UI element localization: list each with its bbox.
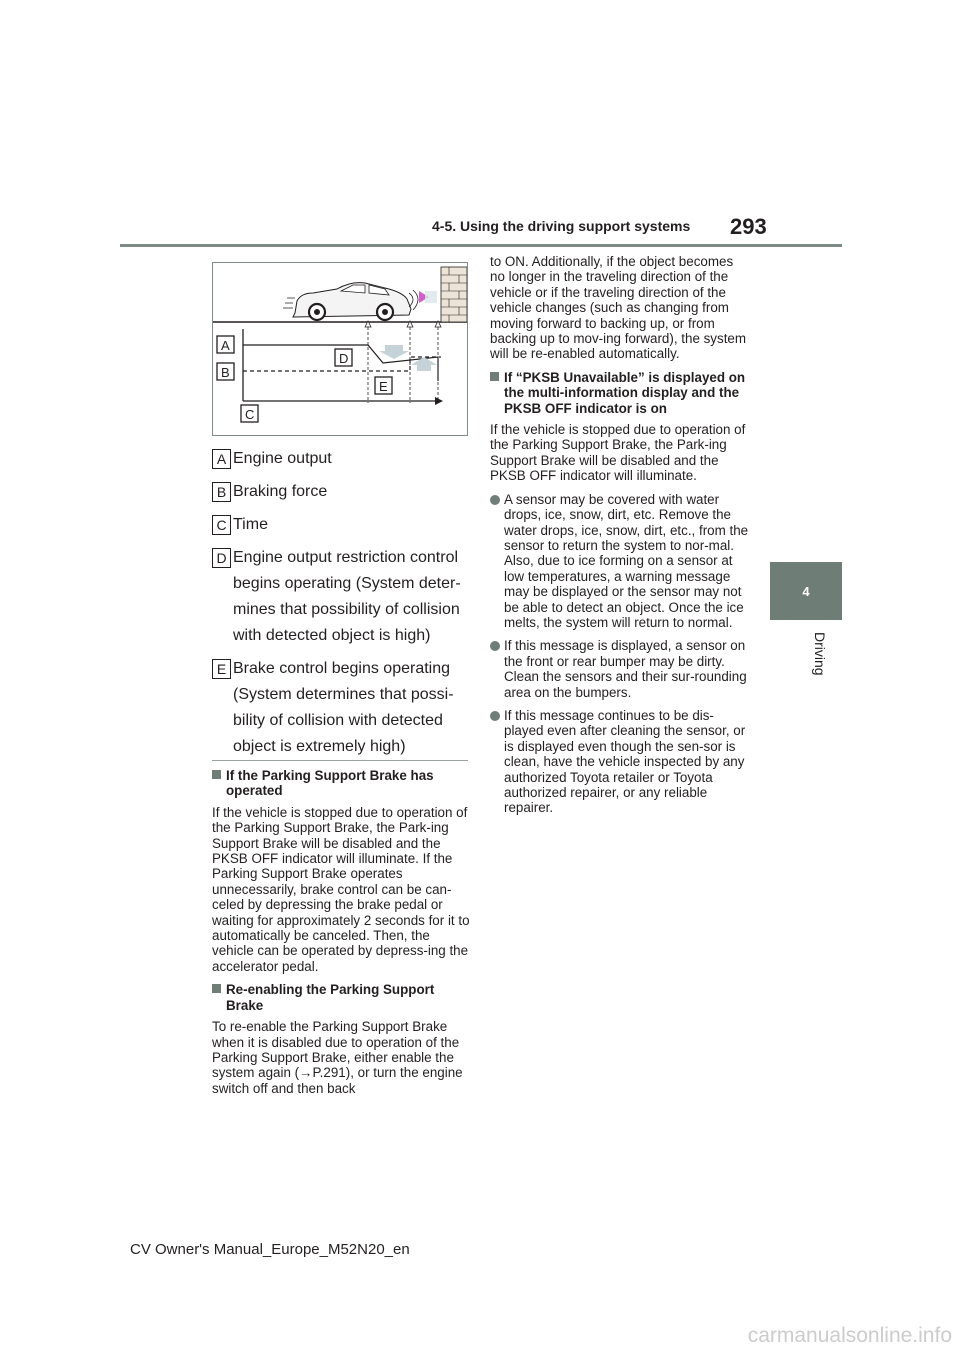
square-bullet-icon	[490, 372, 499, 381]
list-item	[490, 708, 750, 816]
restriction-arrow-icon	[379, 345, 409, 359]
legend-item-d	[212, 545, 472, 649]
label-d: D	[339, 351, 349, 366]
legend-text-e-1: Brake control begins operating	[233, 660, 451, 677]
page-number: 293	[730, 214, 767, 239]
legend-divider	[212, 760, 468, 761]
legend-text-d-2: begins operating (System deter-	[233, 575, 461, 592]
label-b: B	[221, 365, 230, 380]
pksb-diagram	[212, 262, 468, 436]
legend-key-a: A	[212, 449, 231, 469]
paragraph-reenable-cont: to ON. Additionally, if the object becomes no longer in the traveling direction of the vehicle or if the traveling direction of the vehicle changes (such as changing from moving forward to backing up, or from backing up to mov-ing forward), the system will be re-enabled automatically.	[490, 254, 747, 362]
circle-bullet-icon	[490, 495, 500, 505]
paragraph-reenable: To re-enable the Parking Support Brake when it is disabled due to operation of the Parking Support Brake, either enable the system again (→P.291), or turn the engine switch off and then back	[212, 1019, 463, 1096]
legend-key-d: D	[212, 548, 231, 568]
diagram-svg	[213, 263, 467, 435]
label-e: E	[379, 379, 388, 394]
legend-item-e	[212, 656, 472, 760]
section-heading-reenable	[212, 982, 472, 1013]
legend-item-a	[212, 446, 472, 472]
legend-item-b	[212, 479, 472, 505]
legend-text-b: Braking force	[233, 483, 328, 500]
legend-text-d-3: mines that possibility of collision	[233, 601, 460, 618]
section-title: 4-5. Using the driving support systems	[432, 218, 691, 234]
legend-key-e: E	[212, 659, 231, 679]
section-heading-text: If the Parking Support Brake has operated	[226, 768, 434, 799]
legend-key-c: C	[212, 515, 231, 535]
circle-bullet-icon	[490, 641, 500, 651]
right-column	[490, 254, 750, 824]
paragraph-operated: If the vehicle is stopped due to operation of the Parking Support Brake, the Park-ing Support Brake will be disabled and the PKSB OFF indicator will illuminate. If the Parking Support Brake operates unnecessarily, brake control can be can-celed by depressing the brake pedal or waiting for approximately 2 seconds for it to automatically be canceled. Then, the vehicle can be operated by depress-ing the accelerator pedal.	[212, 804, 470, 974]
legend-text-e-4: object is extremely high)	[233, 738, 406, 755]
legend-text-d-1: Engine output restriction control	[233, 549, 459, 566]
chapter-number: 4	[802, 583, 810, 599]
bullet-text: A sensor may be covered with water drops, ice, snow, dirt, etc. Remove the water drops, ice, snow, dirt, etc., from the sensor to return the system to nor-mal.	[504, 491, 749, 553]
square-bullet-icon	[212, 770, 221, 779]
car-icon	[283, 283, 411, 320]
legend-text-d-4: with detected object is high)	[233, 627, 431, 644]
legend-item-c	[212, 512, 472, 538]
watermark[interactable]: carmanualsonline.info	[747, 1324, 952, 1347]
legend-text-e-3: bility of collision with detected	[233, 712, 443, 729]
header-divider	[120, 244, 842, 247]
legend-text-a: Engine output	[233, 450, 332, 467]
bullet-text: If this message is displayed, a sensor on the front or rear bumper may be dirty. Clean the sensors and their sur-rounding area on the bumpers.	[504, 638, 747, 700]
figure-legend	[212, 446, 472, 767]
bullet-text: If this message continues to be dis-played even after cleaning the sensor, or is displayed even though the sen-sor is clean, have the vehicle inspected by any authorized Toyota retailer or Toyota authorized repairer, or any reliable repairer.	[504, 707, 746, 816]
footer-text: CV Owner's Manual_Europe_M52N20_en	[130, 1241, 410, 1258]
list-item	[490, 638, 750, 700]
time-arrow	[435, 397, 443, 405]
section-heading-text: Re-enabling the Parking Support Brake	[226, 982, 435, 1013]
bullet-text-continued: Also, due to ice forming on a sensor at low temperatures, a warning message may be displayed or the sensor may not be able to detect an object. Once the ice melts, the system will return to normal.	[504, 553, 744, 630]
section-heading-operated	[212, 768, 472, 799]
legend-key-b: B	[212, 482, 231, 502]
label-c: C	[245, 407, 255, 422]
paragraph-unavailable: If the vehicle is stopped due to operation of the Parking Support Brake, the Park-ing Support Brake will be disabled and the PKSB OFF indicator will illuminate.	[490, 422, 746, 484]
legend-text-c: Time	[233, 516, 268, 533]
legend-text-e-2: (System determines that possi-	[233, 686, 454, 703]
chapter-label: Driving	[812, 632, 828, 676]
label-a: A	[221, 338, 230, 353]
wall-icon	[441, 267, 467, 322]
sensor-wave-icon	[409, 290, 437, 310]
list-item	[490, 492, 750, 631]
section-heading-unavailable	[490, 370, 750, 416]
circle-bullet-icon	[490, 711, 500, 721]
square-bullet-icon	[212, 984, 221, 993]
chapter-tab[interactable]	[770, 562, 842, 620]
section-heading-text: If “PKSB Unavailable” is displayed on the multi-information display and the PKSB OFF indicator is on	[504, 369, 746, 416]
left-column	[212, 768, 472, 1104]
